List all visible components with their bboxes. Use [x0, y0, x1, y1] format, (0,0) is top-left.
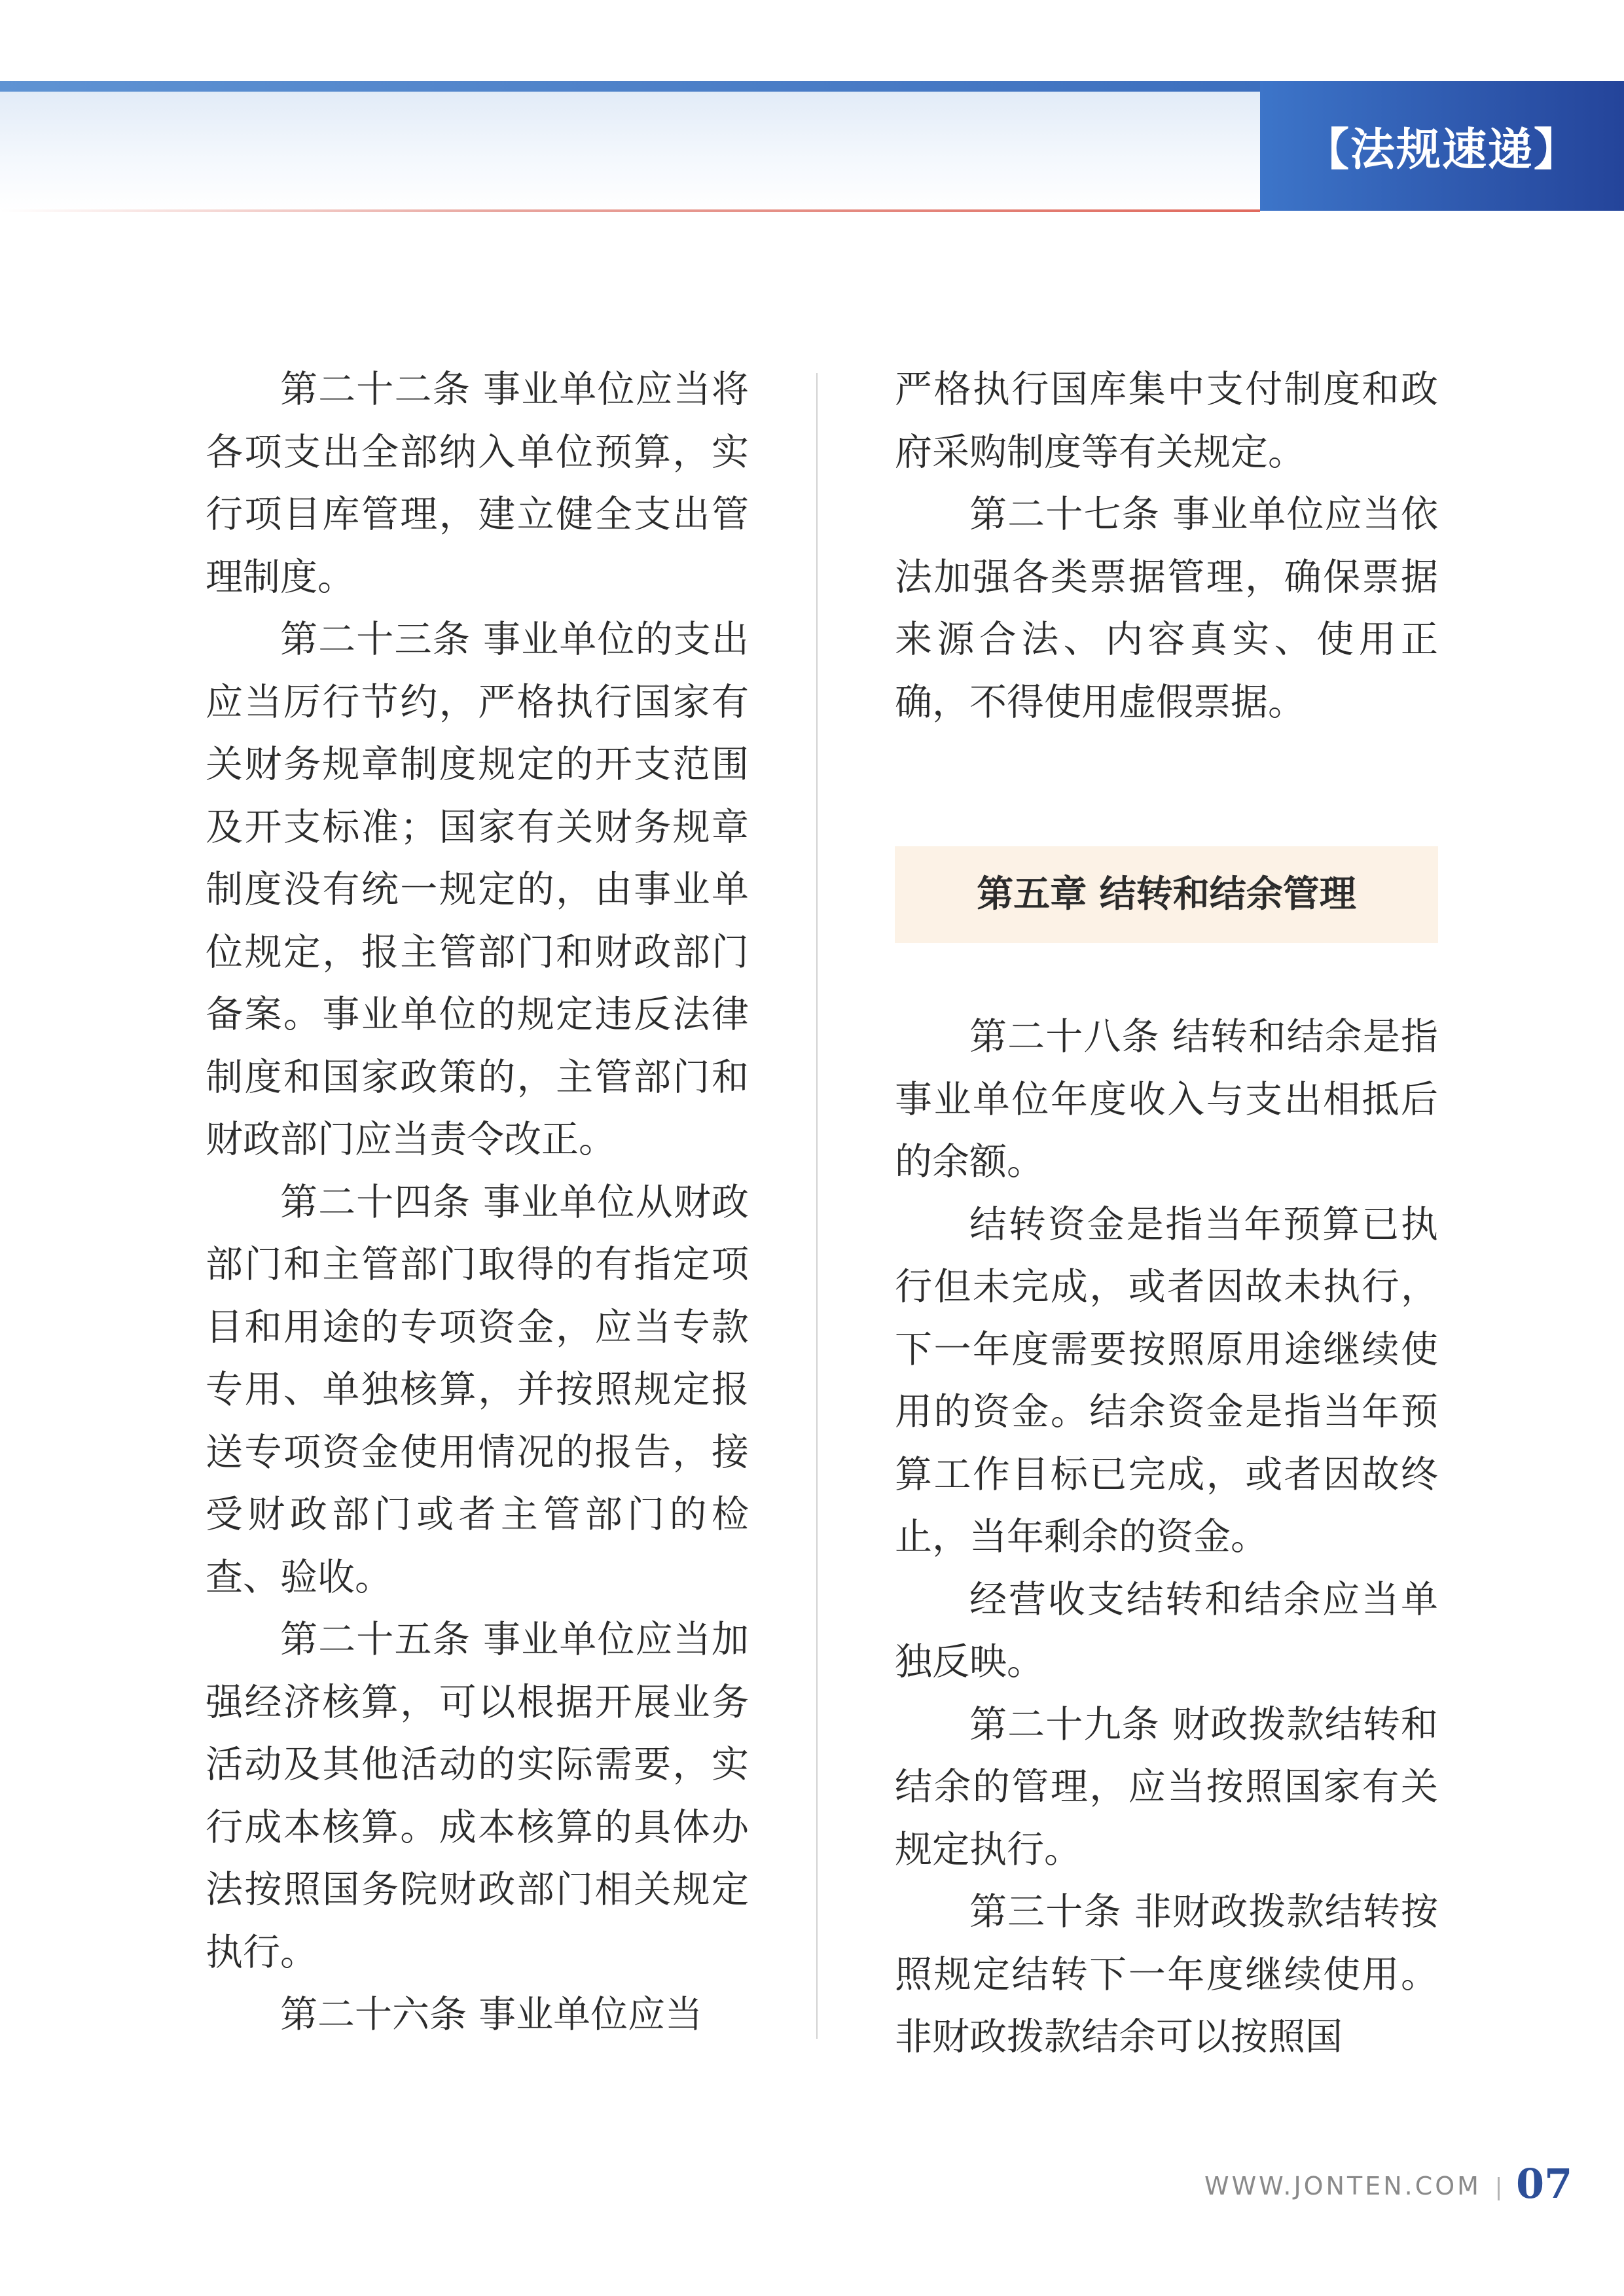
footer-separator: [1498, 2177, 1500, 2200]
article-22: 第二十二条 事业单位应当将各项支出全部纳入单位预算，实行项目库管理，建立健全支出管理制度。: [206, 368, 749, 599]
header-top-line: [0, 81, 1260, 92]
column-divider: [816, 373, 818, 2039]
chapter-title: 第五章 结转和结余管理: [977, 873, 1356, 916]
article-28: 第二十八条 结转和结余是指事业单位年度收入与支出相抵后的余额。: [895, 1015, 1438, 1183]
article-27: 第二十七条 事业单位应当依法加强各类票据管理，确保票据来源合法、内容真实、使用正确，不得使用虚假票据。: [895, 493, 1438, 724]
footer-website: WWW.JONTEN.COM: [1204, 2172, 1481, 2200]
article-24: 第二十四条 事业单位从财政部门和主管部门取得的有指定项目和用途的专项资金，应当专款专用、单独核算，并按照规定报送专项资金使用情况的报告，接受财政部门或者主管部门的检查、验收。: [206, 1180, 749, 1599]
right-column: [895, 359, 1438, 2069]
header-band: [0, 81, 1260, 211]
operating-balance: 经营收支结转和结余应当单独反映。: [895, 1577, 1438, 1683]
section-tag: 【法规速递】: [1304, 124, 1579, 176]
article-26-continued: 严格执行国库集中支付制度和政府采购制度等有关规定。: [895, 368, 1438, 474]
article-23: 第二十三条 事业单位的支出应当厉行节约，严格执行国家有关财务规章制度规定的开支范围及开支标准；国家有关财务规章制度没有统一规定的，由事业单位规定，报主管部门和财政部门备案。事业单位的规定违反法律制度和国家政策的，主管部门和财政部门应当责令改正。: [206, 618, 749, 1161]
article-25: 第二十五条 事业单位应当加强经济核算，可以根据开展业务活动及其他活动的实际需要，实行成本核算。成本核算的具体办法按照国务院财政部门相关规定执行。: [206, 1618, 749, 1974]
page-number: 07: [1516, 2160, 1573, 2208]
carryover-definition: 结转资金是指当年预算已执行但未完成，或者因故未执行，下一年度需要按照原用途继续使用的资金。结余资金是指当年预算工作目标已完成，或者因故终止，当年剩余的资金。: [895, 1202, 1438, 1558]
section-tag-box: [1260, 81, 1624, 211]
article-30: 第三十条 非财政拨款结转按照规定结转下一年度继续使用。非财政拨款结余可以按照国: [895, 1890, 1438, 2058]
chapter-heading-box: [895, 846, 1438, 943]
article-26: 第二十六条 事业单位应当: [280, 1993, 703, 2036]
article-29: 第二十九条 财政拨款结转和结余的管理，应当按照国家有关规定执行。: [895, 1702, 1438, 1871]
left-column: [206, 359, 749, 2047]
header-bottom-line: [0, 209, 1260, 212]
